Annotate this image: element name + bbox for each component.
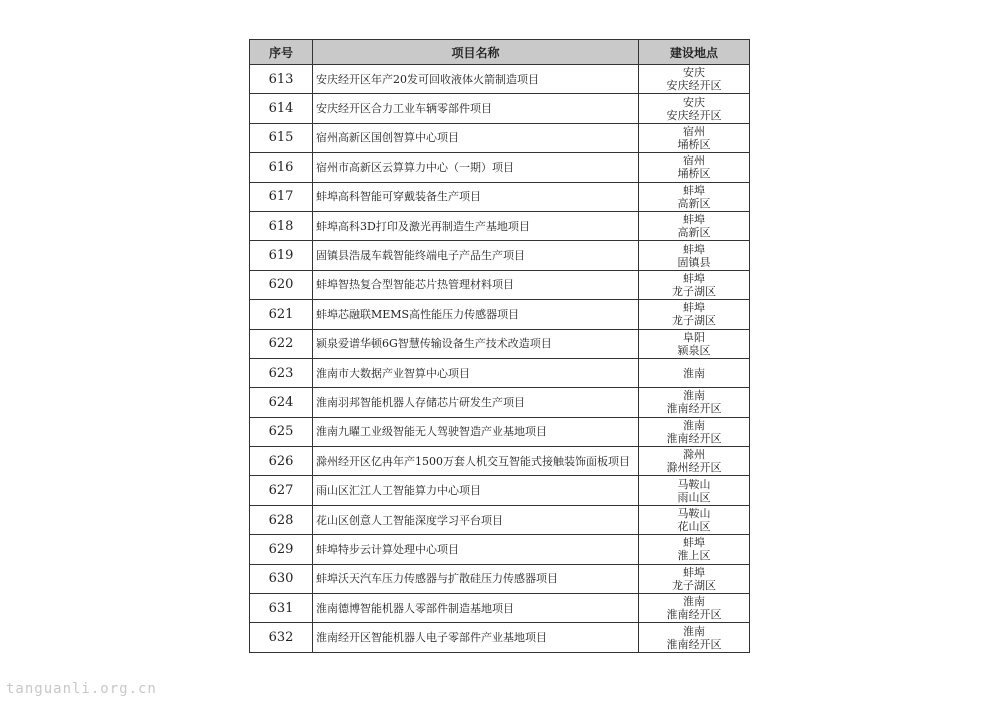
project-location: [639, 182, 750, 211]
location-district: 高新区: [677, 196, 711, 210]
project-table: [249, 39, 750, 653]
row-number: 619: [250, 241, 313, 270]
location-district: 龙子湖区: [672, 578, 716, 592]
location-district: 淮南经开区: [666, 608, 722, 622]
location-city: 蚌埠: [683, 271, 705, 285]
project-name: 蚌埠芯融联MEMS高性能压力传感器项目: [313, 300, 639, 329]
table-row: [250, 623, 750, 652]
location-city: 马鞍山: [677, 507, 711, 521]
row-number: 631: [250, 594, 313, 623]
row-number: 620: [250, 270, 313, 299]
row-number: 613: [250, 65, 313, 94]
row-number: 625: [250, 417, 313, 446]
header-location: 建设地点: [639, 40, 750, 65]
project-name: 淮南九曜工业级智能无人驾驶智造产业基地项目: [313, 417, 639, 446]
location-city: 淮南: [683, 418, 705, 432]
table-body: [250, 65, 750, 653]
project-location: [639, 211, 750, 240]
project-location: [639, 388, 750, 417]
project-name: 固镇县浩晟车载智能终端电子产品生产项目: [313, 241, 639, 270]
header-name: 项目名称: [313, 40, 639, 65]
row-number: 621: [250, 300, 313, 329]
table-header: [250, 40, 750, 65]
table-row: [250, 211, 750, 240]
row-number: 624: [250, 388, 313, 417]
location-district: 淮南经开区: [666, 431, 722, 445]
location-district: 淮南经开区: [666, 402, 722, 416]
row-number: 630: [250, 564, 313, 593]
project-name: 颍泉爱谱华顿6G智慧传输设备生产技术改造项目: [313, 329, 639, 358]
location-city: 淮南: [683, 366, 705, 380]
row-number: 615: [250, 123, 313, 152]
location-city: 蚌埠: [683, 213, 705, 227]
table-row: [250, 505, 750, 534]
project-name: 安庆经开区年产20发可回收液体火箭制造项目: [313, 65, 639, 94]
project-location: [639, 241, 750, 270]
table-row: [250, 329, 750, 358]
location-district: 埇桥区: [677, 137, 711, 151]
watermark: tanguanli.org.cn: [6, 681, 157, 697]
project-name: 安庆经开区合力工业车辆零部件项目: [313, 94, 639, 123]
row-number: 628: [250, 505, 313, 534]
location-district: 安庆经开区: [666, 79, 722, 93]
location-city: 淮南: [683, 389, 705, 403]
project-name: 淮南市大数据产业智算中心项目: [313, 358, 639, 387]
row-number: 617: [250, 182, 313, 211]
location-city: 蚌埠: [683, 536, 705, 550]
project-name: 蚌埠高科智能可穿戴装备生产项目: [313, 182, 639, 211]
project-name: 蚌埠高科3D打印及激光再制造生产基地项目: [313, 211, 639, 240]
location-city: 蚌埠: [683, 565, 705, 579]
header-row: [250, 40, 750, 65]
table-row: [250, 476, 750, 505]
location-district: 雨山区: [677, 490, 711, 504]
location-city: 蚌埠: [683, 183, 705, 197]
project-name: 宿州市高新区云算算力中心（一期）项目: [313, 153, 639, 182]
project-location: [639, 153, 750, 182]
project-location: [639, 476, 750, 505]
table-row: [250, 270, 750, 299]
table-row: [250, 123, 750, 152]
table-row: [250, 564, 750, 593]
row-number: 622: [250, 329, 313, 358]
location-city: 滁州: [683, 448, 705, 462]
project-location: [639, 65, 750, 94]
location-district: 安庆经开区: [666, 108, 722, 122]
table-row: [250, 94, 750, 123]
location-city: 安庆: [683, 95, 705, 109]
location-city: 宿州: [683, 154, 705, 168]
project-location: [639, 94, 750, 123]
location-district: 固镇县: [677, 255, 711, 269]
location-city: 淮南: [683, 595, 705, 609]
row-number: 627: [250, 476, 313, 505]
table-row: [250, 388, 750, 417]
table-row: [250, 417, 750, 446]
project-location: [639, 300, 750, 329]
table-row: [250, 241, 750, 270]
project-location: [639, 623, 750, 652]
project-location: [639, 594, 750, 623]
project-location: [639, 270, 750, 299]
location-city: 淮南: [683, 624, 705, 638]
location-city: 蚌埠: [683, 301, 705, 315]
location-city: 安庆: [683, 66, 705, 80]
location-district: 龙子湖区: [672, 284, 716, 298]
project-location: [639, 329, 750, 358]
project-name: 淮南经开区智能机器人电子零部件产业基地项目: [313, 623, 639, 652]
project-name: 滁州经开区亿冉年产1500万套人机交互智能式接触装饰面板项目: [313, 447, 639, 476]
project-name: 淮南德博智能机器人零部件制造基地项目: [313, 594, 639, 623]
project-name: 蚌埠智热复合型智能芯片热管理材料项目: [313, 270, 639, 299]
header-no: 序号: [250, 40, 313, 65]
project-location: [639, 535, 750, 564]
table-row: [250, 182, 750, 211]
project-location: [639, 358, 750, 387]
row-number: 626: [250, 447, 313, 476]
row-number: 618: [250, 211, 313, 240]
row-number: 629: [250, 535, 313, 564]
row-number: 614: [250, 94, 313, 123]
project-name: 花山区创意人工智能深度学习平台项目: [313, 505, 639, 534]
table-row: [250, 153, 750, 182]
project-name: 淮南羽邦智能机器人存储芯片研发生产项目: [313, 388, 639, 417]
project-name: 蚌埠特步云计算处理中心项目: [313, 535, 639, 564]
table-row: [250, 594, 750, 623]
project-name: 雨山区汇江人工智能算力中心项目: [313, 476, 639, 505]
project-name: 宿州高新区国创智算中心项目: [313, 123, 639, 152]
location-city: 阜阳: [683, 330, 705, 344]
location-district: 颍泉区: [677, 343, 711, 357]
project-location: [639, 564, 750, 593]
project-location: [639, 417, 750, 446]
table-row: [250, 65, 750, 94]
table-row: [250, 447, 750, 476]
location-district: 淮南经开区: [666, 637, 722, 651]
project-location: [639, 447, 750, 476]
location-city: 马鞍山: [677, 477, 711, 491]
table-row: [250, 300, 750, 329]
table-row: [250, 535, 750, 564]
location-city: 宿州: [683, 124, 705, 138]
location-district: 淮上区: [677, 549, 711, 563]
location-district: 埇桥区: [677, 167, 711, 181]
row-number: 616: [250, 153, 313, 182]
row-number: 632: [250, 623, 313, 652]
project-location: [639, 123, 750, 152]
location-district: 龙子湖区: [672, 314, 716, 328]
project-location: [639, 505, 750, 534]
location-district: 花山区: [677, 520, 711, 534]
project-name: 蚌埠沃天汽车压力传感器与扩散硅压力传感器项目: [313, 564, 639, 593]
row-number: 623: [250, 358, 313, 387]
table-row: [250, 358, 750, 387]
location-district: 滁州经开区: [666, 461, 722, 475]
location-city: 蚌埠: [683, 242, 705, 256]
location-district: 高新区: [677, 226, 711, 240]
